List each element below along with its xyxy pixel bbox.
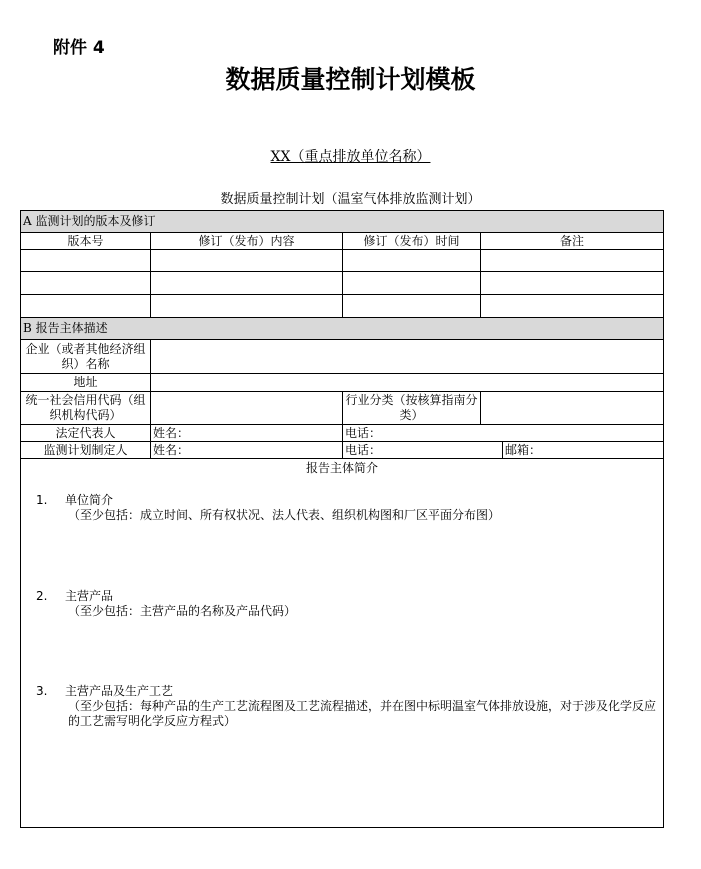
- page-title: 数据质量控制计划模板: [225, 65, 476, 94]
- item-title: 单位简介: [65, 493, 114, 507]
- form-table: [20, 210, 664, 828]
- remarks-cell[interactable]: [481, 272, 664, 295]
- revision-time-cell[interactable]: [343, 272, 481, 295]
- intro-item-2: [36, 589, 663, 619]
- version-cell[interactable]: [21, 272, 151, 295]
- item-title: 主营产品及生产工艺: [65, 684, 174, 698]
- intro-title: 报告主体简介: [306, 461, 379, 475]
- table-row: [21, 250, 664, 272]
- address-label: 地址: [21, 374, 151, 392]
- section-a-header: A 监测计划的版本及修订: [21, 211, 664, 233]
- col-revision-content: 修订（发布）内容: [151, 233, 343, 250]
- credit-code-field[interactable]: [151, 392, 343, 425]
- planner-name[interactable]: 姓名：: [151, 442, 343, 459]
- col-version: 版本号: [21, 233, 151, 250]
- intro-item-1: [36, 493, 663, 523]
- item-number: 1.: [36, 493, 48, 507]
- revision-content-cell[interactable]: [151, 272, 343, 295]
- company-name-label: 企业（或者其他经济组织）名称: [21, 340, 151, 374]
- remarks-cell[interactable]: [481, 295, 664, 318]
- col-remarks: 备注: [481, 233, 664, 250]
- section-b-header: B 报告主体描述: [21, 318, 664, 340]
- industry-label: 行业分类（按核算指南分类）: [343, 392, 481, 425]
- revision-content-cell[interactable]: [151, 250, 343, 272]
- version-cell[interactable]: [21, 295, 151, 318]
- legal-rep-label: 法定代表人: [21, 425, 151, 442]
- table-row: [21, 295, 664, 318]
- attachment-label: 附件 4: [53, 38, 105, 58]
- unit-name: XX（重点排放单位名称）: [270, 149, 431, 165]
- item-note: （至少包括：主营产品的名称及产品代码）: [68, 604, 297, 618]
- planner-email[interactable]: 邮箱：: [503, 442, 664, 459]
- credit-code-label: 统一社会信用代码（组织机构代码）: [21, 392, 151, 425]
- intro-item-3: [36, 684, 663, 729]
- item-note: （至少包括：成立时间、所有权状况、法人代表、组织机构图和厂区平面分布图）: [68, 508, 501, 522]
- planner-label: 监测计划制定人: [21, 442, 151, 459]
- remarks-cell[interactable]: [481, 250, 664, 272]
- industry-field[interactable]: [481, 392, 664, 425]
- item-title: 主营产品: [65, 589, 114, 603]
- plan-title: 数据质量控制计划（温室气体排放监测计划）: [220, 192, 481, 207]
- planner-phone[interactable]: 电话：: [343, 442, 503, 459]
- table-row: [21, 272, 664, 295]
- address-field[interactable]: [151, 374, 664, 392]
- item-number: 2.: [36, 589, 48, 603]
- intro-section[interactable]: [21, 459, 664, 828]
- col-revision-time: 修订（发布）时间: [343, 233, 481, 250]
- company-name-field[interactable]: [151, 340, 664, 374]
- revision-time-cell[interactable]: [343, 250, 481, 272]
- unit-name-line: [0, 146, 701, 166]
- revision-content-cell[interactable]: [151, 295, 343, 318]
- item-note: （至少包括：每种产品的生产工艺流程图及工艺流程描述，并在图中标明温室气体排放设施，对于涉及化学反应的工艺需写明化学反应方程式）: [68, 699, 657, 728]
- legal-rep-phone[interactable]: 电话：: [343, 425, 664, 442]
- revision-time-cell[interactable]: [343, 295, 481, 318]
- item-number: 3.: [36, 684, 48, 698]
- version-cell[interactable]: [21, 250, 151, 272]
- legal-rep-name[interactable]: 姓名：: [151, 425, 343, 442]
